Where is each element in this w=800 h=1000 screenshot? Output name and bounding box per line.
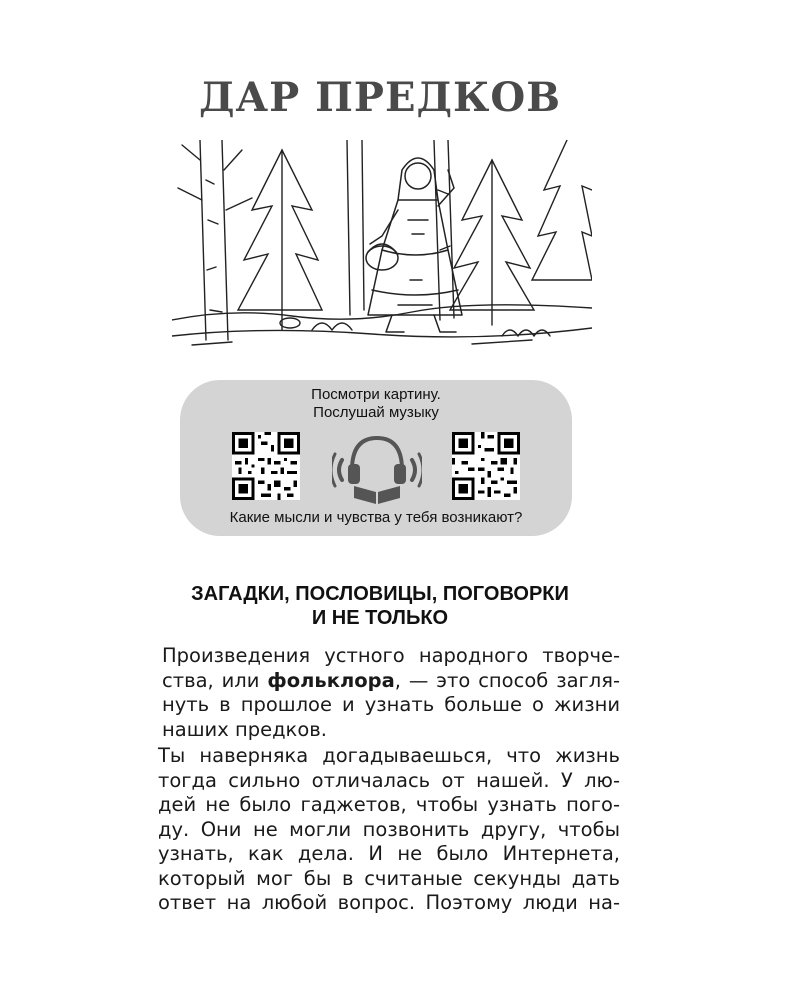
paragraph-2 (158, 744, 620, 916)
music-qr-code[interactable] (452, 432, 520, 500)
text-line: Ты наверняка догадываешься, что жизнь (158, 744, 620, 767)
section-heading-line-2: И НЕ ТОЛЬКО (311, 607, 449, 629)
chapter-title: ДАР ПРЕДКОВ (198, 74, 562, 121)
term-folklore: фольклора (267, 668, 395, 692)
text-line: Произведения устного народного творче- (162, 644, 620, 667)
text-line: наших предков. (162, 717, 327, 741)
text-line: нуть в прошлое и узнать больше о жизни (162, 693, 620, 716)
text-line: ду. Они не могли позвонить другу, чтобы (158, 817, 620, 841)
text-line: дей не было гаджетов, чтобы узнать пого- (158, 793, 620, 816)
section-heading (140, 582, 620, 630)
painting-qr-code[interactable] (232, 432, 300, 500)
media-panel (180, 380, 572, 536)
text-line: который мог бы в считаные секунды дать (158, 866, 620, 890)
media-prompt-line-2: Послушай музыку (313, 404, 439, 421)
headphones-book-icon (332, 430, 422, 506)
text-line: ответ на любой вопрос. Поэтому люди на- (158, 891, 620, 914)
forest-girl-illustration (172, 140, 592, 350)
media-question: Какие мысли и чувства у тебя возникают? (229, 509, 523, 526)
text-line: ства, или фольклора, — это способ загля- (162, 668, 620, 692)
section-heading-line-1: ЗАГАДКИ, ПОСЛОВИЦЫ, ПОГОВОРКИ (191, 583, 569, 605)
body-text (158, 644, 620, 916)
text-line: тогда сильно отличалась от нашей. У лю- (158, 768, 620, 792)
text-line: узнать, как дела. И не было Интернета, (158, 842, 620, 865)
media-prompt-line-1: Посмотри картину. (311, 386, 441, 403)
paragraph-1 (162, 644, 620, 742)
